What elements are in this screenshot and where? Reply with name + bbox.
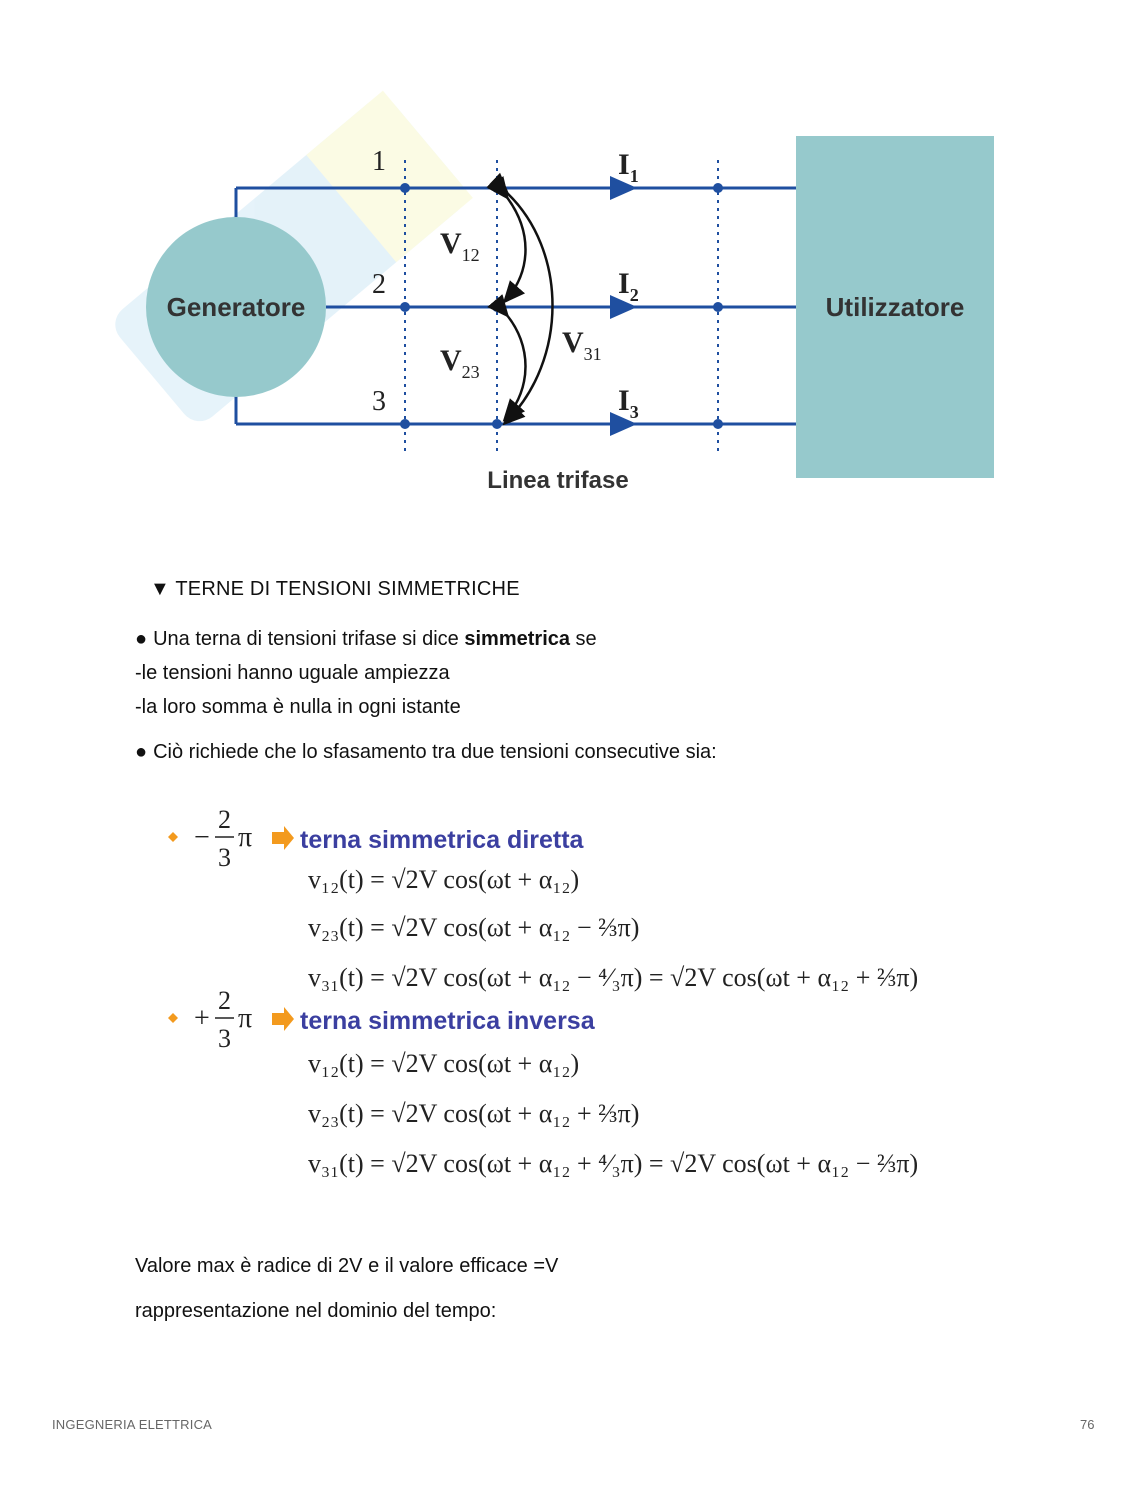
current-label-2: $I_2$ — [618, 267, 639, 305]
direct-sign: − — [194, 822, 210, 853]
time-domain-line: rappresentazione nel dominio del tempo: — [135, 1300, 497, 1322]
direct-label: terna simmetrica diretta — [300, 826, 584, 854]
inverse-frac-num: 2 — [218, 986, 231, 1015]
inverse-eq1: v₁₂(t) = √2V cos(ωt + α₁₂) — [308, 1049, 580, 1078]
definition-bold: simmetrica — [464, 628, 570, 650]
page-number: 76 — [1080, 1417, 1095, 1432]
max-value-line: Valore max è radice di 2V e il valore efficace =V — [135, 1255, 559, 1277]
diamond-bullet-icon — [168, 832, 178, 842]
section-heading: ▼ TERNE DI TENSIONI SIMMETRICHE — [150, 578, 520, 600]
inverse-pi: π — [238, 1003, 253, 1034]
three-phase-diagram — [140, 130, 1000, 500]
direct-eq2: v₂₃(t) = √2V cos(ωt + α₁₂ − ⅔π) — [308, 913, 640, 942]
bullet-icon: ● — [135, 628, 148, 650]
phase-label-2: 2 — [372, 269, 386, 300]
direct-eq3: v₃₁(t) = √2V cos(ωt + α₁₂ − ⁴⁄₃π) = √2V cos(ωt + α₁₂ + ⅔π) — [308, 963, 919, 992]
inverse-frac-den: 3 — [218, 1024, 231, 1053]
direct-pi: π — [238, 822, 253, 853]
direct-frac-num: 2 — [218, 805, 231, 834]
inverse-sign: + — [194, 1003, 210, 1034]
formulas-block — [160, 800, 980, 1200]
footer-title: INGEGNERIA ELETTRICA — [52, 1417, 213, 1432]
current-label-3: $I_3$ — [618, 384, 639, 422]
current-label-1: $I_1$ — [618, 148, 639, 186]
line-label: Linea trifase — [487, 467, 629, 494]
definition-text: Una terna di tensioni trifase si dice — [153, 628, 465, 650]
definition-line — [135, 622, 597, 656]
condition-amplitude: -le tensioni hanno uguale ampiezza — [135, 662, 450, 684]
diamond-bullet-icon — [168, 1013, 178, 1023]
phase-shift-paragraph — [135, 735, 717, 769]
inverse-label: terna simmetrica inversa — [300, 1007, 595, 1035]
voltage-label-v12: $V_{12}$ — [440, 227, 480, 265]
phase-label-3: 3 — [372, 386, 386, 417]
phase-label-1: 1 — [372, 146, 386, 177]
condition-sum: -la loro somma è nulla in ogni istante — [135, 696, 461, 718]
direct-frac-den: 3 — [218, 843, 231, 872]
inverse-eq3: v₃₁(t) = √2V cos(ωt + α₁₂ + ⁴⁄₃π) = √2V cos(ωt + α₁₂ − ⅔π) — [308, 1149, 919, 1178]
voltage-label-v23: $V_{23}$ — [440, 344, 480, 382]
direct-eq1: v₁₂(t) = √2V cos(ωt + α₁₂) — [308, 865, 580, 894]
inverse-eq2: v₂₃(t) = √2V cos(ωt + α₁₂ + ⅔π) — [308, 1099, 640, 1128]
definition-paragraph — [135, 622, 597, 724]
bullet-icon: ● — [135, 741, 148, 763]
phase-shift-text: Ciò richiede che lo sfasamento tra due tensioni consecutive sia: — [153, 741, 717, 763]
arrow-right-icon — [272, 826, 294, 850]
arrow-right-icon — [272, 1007, 294, 1031]
definition-end: se — [570, 628, 597, 650]
voltage-label-v31: $V_{31}$ — [562, 326, 602, 364]
generator-label: Generatore — [166, 292, 306, 322]
load-label: Utilizzatore — [825, 292, 965, 322]
